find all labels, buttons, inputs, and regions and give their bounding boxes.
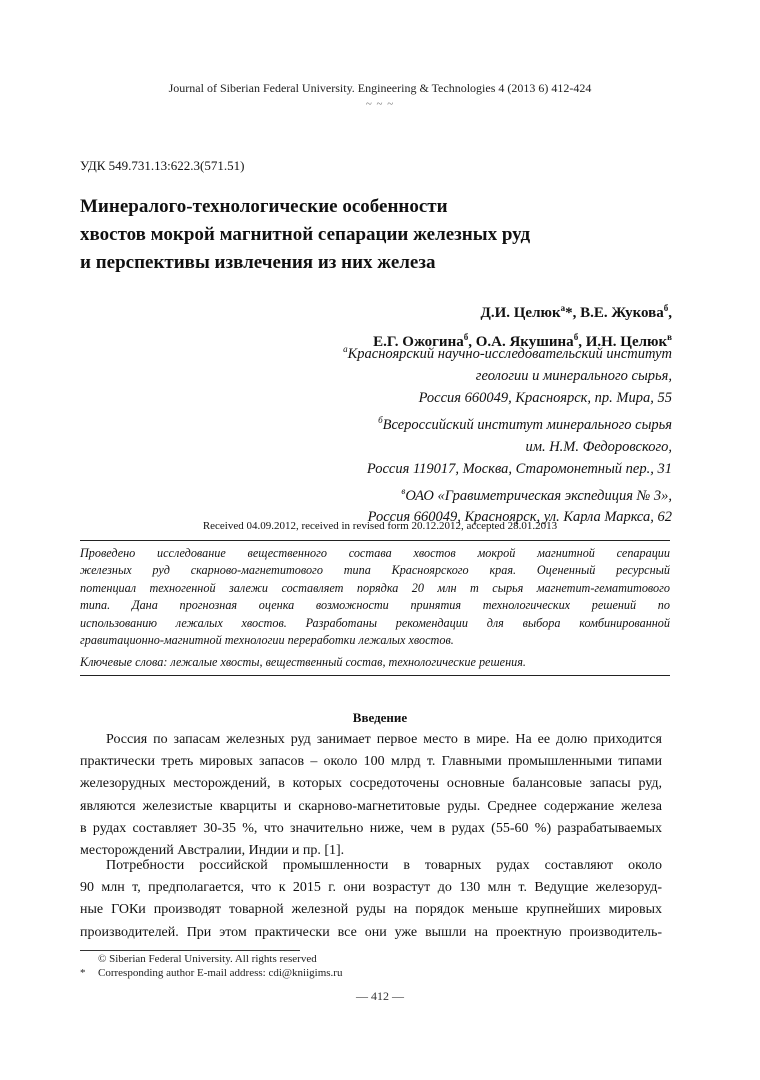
abstract-line: железных руд скарново-магнетитового типа Красноярского края. Оцененный ресурсный <box>80 563 670 578</box>
affiliation-sup: в <box>401 485 406 496</box>
footnote-corresponding <box>80 967 380 979</box>
author-name: О.А. Якушина <box>475 334 574 350</box>
body-line: месторождений Австралии, Индии и пр. [1]. <box>80 843 345 859</box>
affiliations-block <box>343 338 672 528</box>
title-line: хвостов мокрой магнитной сепарации железных руд <box>80 224 531 245</box>
affiliation-text: ОАО «Гравиметрическая экспедиция № 3», <box>405 487 672 504</box>
author-sup: б <box>663 303 669 313</box>
abstract-line: Проведено исследование вещественного состава хвостов мокрой магнитной сепарации <box>80 546 670 560</box>
footnote-rule <box>80 950 300 951</box>
divider-bottom <box>80 675 670 676</box>
authors-line <box>373 296 672 325</box>
affiliation-line <box>343 387 672 409</box>
author-name: В.Е. Жукова <box>580 305 664 321</box>
affiliation-text: Россия 660049, Красноярск, пр. Мира, 55 <box>418 389 672 406</box>
body-line: железорудных месторождений, в которых сосредоточены основные балансовые запасы руд, <box>80 776 662 792</box>
affiliation-line <box>343 458 672 480</box>
affiliation-sup: а <box>343 344 348 354</box>
author-separator: , <box>468 334 476 350</box>
divider-top <box>80 540 670 541</box>
author-sup: б <box>463 332 469 342</box>
abstract-line: гравитационно-магнитной технологии переработки лежалых хвостов. <box>80 633 454 648</box>
affiliation-text: геологии и минерального сырья, <box>475 367 672 384</box>
affiliation-text: Красноярский научно-исследовательский институт <box>347 345 672 362</box>
body-line: Потребности российской промышленности в товарных рудах составляют около <box>106 858 662 873</box>
title-line: и перспективы извлечения из них железа <box>80 252 436 273</box>
header-ornament: ~ ~ ~ <box>365 98 395 110</box>
affiliation-line <box>343 436 672 458</box>
received-dates: Received 04.09.2012, received in revised form 20.12.2012, accepted 28.01.2013 <box>202 520 558 532</box>
abstract-line: типа. Дана прогнозная оценка возможности принятия технологических решений по <box>80 598 670 613</box>
affiliation-text: Всероссийский институт минерального сырья <box>382 416 672 433</box>
body-paragraph-1 <box>80 729 662 862</box>
body-paragraph-2 <box>80 855 662 944</box>
affiliation-line <box>343 365 672 387</box>
affiliation-sup: б <box>378 414 383 425</box>
page-number: — 412 — <box>356 989 404 1003</box>
author-separator: *, <box>565 305 581 321</box>
affiliation-text: им. Н.М. Федоровского, <box>525 438 672 455</box>
author-sup: в <box>667 332 672 342</box>
article-title <box>80 193 680 277</box>
author-name: И.Н. Целюк <box>585 334 668 350</box>
footnote-copyright: © Siberian Federal University. All rights reserved <box>98 953 317 965</box>
author-sup: а <box>560 303 566 313</box>
body-line: являются железистые кварциты и скарново-магнетитовые руды. Среднее содержание железа <box>80 798 662 814</box>
body-line: практически треть мировых запасов – около 100 млрд т. Главными промышленными типами <box>80 754 662 770</box>
affiliation-line <box>343 409 672 436</box>
body-line: ные ГОКи производят товарной железной руды на порядок меньше крупнейших мировых <box>80 902 662 918</box>
journal-header: Journal of Siberian Federal University. Engineering & Technologies 4 (2013 6) 412-424 <box>168 81 592 95</box>
body-line: производителей. При этом практически все они уже вышли на проектную производитель- <box>80 924 662 940</box>
footnote-text: Corresponding author E-mail address: cdi@kniigims.ru <box>98 967 343 979</box>
author-name: Е.Г. Ожогина <box>373 334 464 350</box>
affiliation-line <box>343 338 672 365</box>
section-heading: Введение <box>352 710 408 725</box>
author-separator: , <box>668 305 672 321</box>
udk-code: УДК 549.731.13:622.3(571.51) <box>80 158 245 173</box>
author-name: Д.И. Целюк <box>480 305 561 321</box>
title-line: Минералого-технологические особенности <box>80 196 448 217</box>
affiliation-line <box>343 480 672 507</box>
author-sup: б <box>573 332 579 342</box>
affiliation-text: Россия 660049, Красноярск, ул. Карла Маркса, 62 <box>367 509 672 526</box>
keywords: Ключевые слова: лежалые хвосты, вещественный состав, технологические решения. <box>80 655 526 669</box>
body-line: 90 млн т, предполагается, что к 2015 г. они возрастут до 130 млн т. Ведущие железоруд- <box>80 880 662 896</box>
footnote-star: * <box>80 967 86 979</box>
body-line: в рудах составляет 30-35 %, что значительно ниже, чем в рудах (55-60 %) разрабатываемых <box>80 820 662 836</box>
abstract-line: потенциал техногенной залежи составляет порядка 20 млн т сырья магнетит-гематитового <box>80 580 670 595</box>
abstract <box>80 545 670 649</box>
author-separator: , <box>578 334 586 350</box>
body-line: Россия по запасам железных руд занимает первое место в мире. На ее долю приходится <box>106 732 662 747</box>
affiliation-text: Россия 119017, Москва, Старомонетный пер., 31 <box>366 460 672 477</box>
abstract-line: использованию лежалых хвостов. Разработаны рекомендации для выбора комбинированной <box>80 615 670 630</box>
